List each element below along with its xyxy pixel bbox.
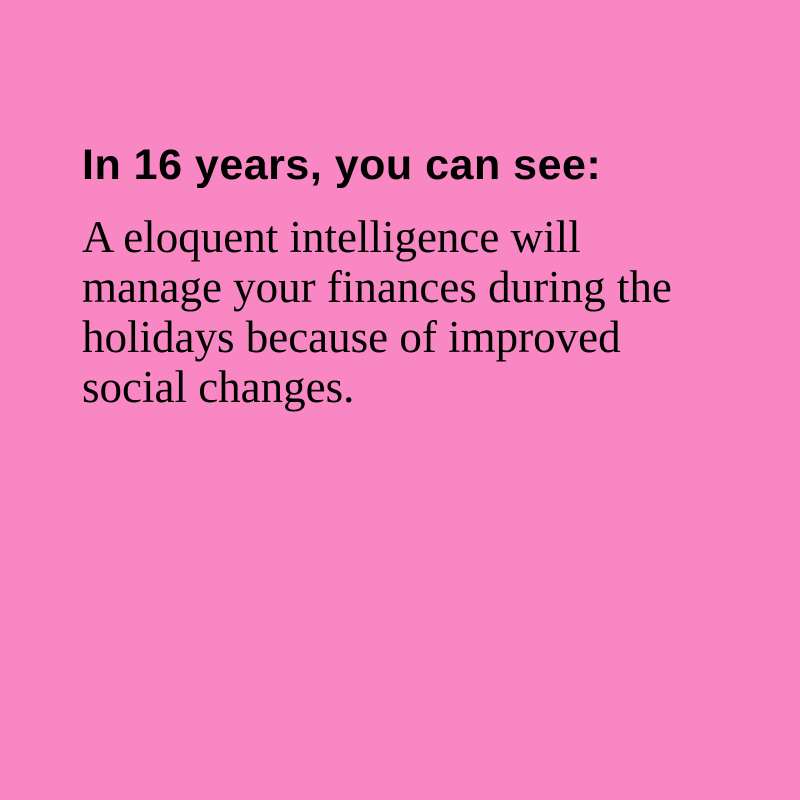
- prediction-text: A eloquent intelligence will manage your finances during the holidays because of improved social changes.: [82, 212, 672, 412]
- heading-text: In 16 years, you can see:: [82, 141, 602, 189]
